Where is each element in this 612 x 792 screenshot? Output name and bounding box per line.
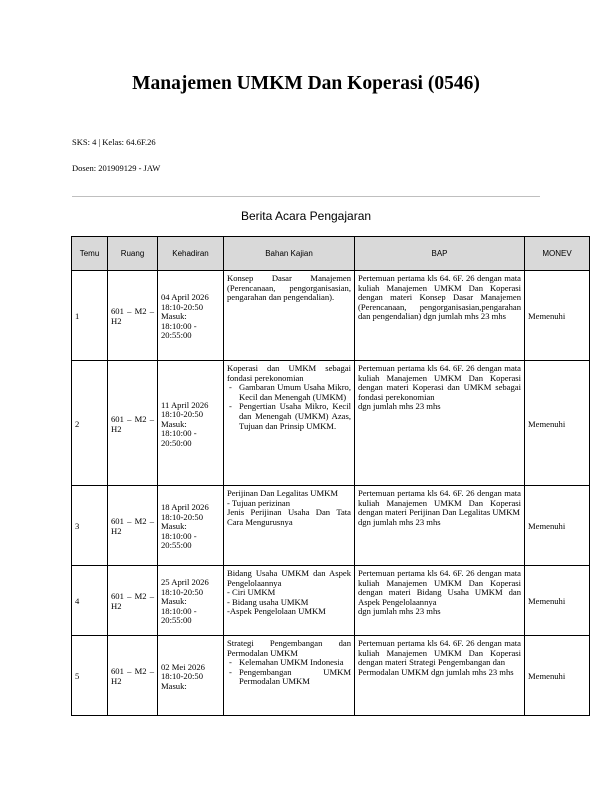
table-row [72, 636, 590, 716]
cell-ruang: 601 – M2 – H2 [108, 361, 158, 486]
list-item: - Pengertian Usaha Mikro, Kecil dan Menengah (UMKM) Azas, Tujuan dan Prinsip UMKM. [239, 402, 351, 431]
cell-ruang: 601 – M2 – H2 [108, 486, 158, 566]
cell-bahan-kajian [224, 361, 355, 486]
bahan-intro: Strategi Pengembangan dan Permodalan UMKM [227, 638, 351, 658]
cell-bap: Pertemuan pertama kls 64. 6F. 26 dengan mata kuliah Manajemen UMKM Dan Koperasi dengan materi Perijinan Dan Legalitas UMKM dgn jumlah mhs 23 mhs [355, 486, 525, 566]
cell-bahan-kajian: Bidang Usaha UMKM dan Aspek Pengelolaannya - Ciri UMKM - Bidang usaha UMKM -Aspek Pengelolaan UMKM [224, 566, 355, 636]
bahan-list [227, 383, 351, 431]
cell-kehadiran: 02 Mei 2026 18:10-20:50 Masuk: [158, 636, 224, 716]
cell-monev: Memenuhi [525, 271, 590, 361]
header-bap: BAP [355, 237, 525, 271]
cell-temu: 1 [72, 271, 108, 361]
document-title: Manajemen UMKM Dan Koperasi (0546) [132, 73, 480, 94]
cell-temu: 5 [72, 636, 108, 716]
cell-kehadiran: 11 April 2026 18:10-20:50 Masuk: 18:10:00 - 20:50:00 [158, 361, 224, 486]
divider [72, 196, 540, 197]
cell-bahan-kajian [224, 636, 355, 716]
cell-temu: 3 [72, 486, 108, 566]
header-monev: MONEV [525, 237, 590, 271]
dosen-info: Dosen: 201909129 - JAW [72, 163, 161, 173]
cell-bap: Pertemuan pertama kls 64. 6F. 26 dengan mata kuliah Manajemen UMKM Dan Koperasi dengan materi Strategi Pengembangan dan Permodalan UMKM dgn jumlah mhs 23 mhs [355, 636, 525, 716]
table-row [72, 361, 590, 486]
header-bahan-kajian: Bahan Kajian [224, 237, 355, 271]
cell-temu: 2 [72, 361, 108, 486]
cell-bahan-kajian: Perijinan Dan Legalitas UMKM - Tujuan perizinan Jenis Perijinan Usaha Dan Tata Cara Mengurusnya [224, 486, 355, 566]
bahan-intro: Koperasi dan UMKM sebagai fondasi perekonomian [227, 363, 351, 383]
table-row [72, 271, 590, 361]
cell-monev: Memenuhi [525, 486, 590, 566]
header-ruang: Ruang [108, 237, 158, 271]
cell-ruang: 601 – M2 – H2 [108, 271, 158, 361]
cell-bap: Pertemuan pertama kls 64. 6F. 26 dengan mata kuliah Manajemen UMKM Dan Koperasi dengan materi Konsep Dasar Manajemen (Perencanaan, pengorganisasian,pengarahan dan pengendalian) dgn jumlah mhs 23 mhs [355, 271, 525, 361]
cell-kehadiran: 18 April 2026 18:10-20:50 Masuk: 18:10:00 - 20:55:00 [158, 486, 224, 566]
cell-bap: Pertemuan pertama kls 64. 6F. 26 dengan mata kuliah Manajemen UMKM Dan Koperasi dengan materi Bidang Usaha UMKM dan Aspek Pengelolaannya dgn jumlah mhs 23 mhs [355, 566, 525, 636]
header-temu: Temu [72, 237, 108, 271]
bahan-list [227, 658, 351, 687]
cell-kehadiran: 25 April 2026 18:10-20:50 Masuk: 18:10:00 - 20:55:00 [158, 566, 224, 636]
table-row [72, 566, 590, 636]
list-item: - Kelemahan UMKM Indonesia [239, 658, 351, 668]
cell-ruang: 601 – M2 – H2 [108, 566, 158, 636]
berita-acara-table [71, 236, 590, 716]
cell-ruang: 601 – M2 – H2 [108, 636, 158, 716]
list-item: - Gambaran Umum Usaha Mikro, Kecil dan Menengah (UMKM) [239, 383, 351, 402]
cell-monev: Memenuhi [525, 636, 590, 716]
section-title: Berita Acara Pengajaran [240, 209, 372, 223]
cell-monev: Memenuhi [525, 566, 590, 636]
header-kehadiran: Kehadiran [158, 237, 224, 271]
cell-monev: Memenuhi [525, 361, 590, 486]
cell-bahan-kajian: Konsep Dasar Manajemen (Perencanaan, pengorganisasian, pengarahan dan pengendalian). [224, 271, 355, 361]
sks-kelas-info: SKS: 4 | Kelas: 64.6F.26 [72, 137, 156, 147]
cell-bap: Pertemuan pertama kls 64. 6F. 26 dengan mata kuliah Manajemen UMKM Dan Koperasi dengan materi Koperasi dan UMKM sebagai fondasi perekonomian dgn jumlah mhs 23 mhs [355, 361, 525, 486]
cell-temu: 4 [72, 566, 108, 636]
list-item: - Pengembangan UMKM Permodalan UMKM [239, 668, 351, 687]
cell-kehadiran: 04 April 2026 18:10-20:50 Masuk: 18:10:00 - 20:55:00 [158, 271, 224, 361]
table-header-row [72, 237, 590, 271]
table-row [72, 486, 590, 566]
